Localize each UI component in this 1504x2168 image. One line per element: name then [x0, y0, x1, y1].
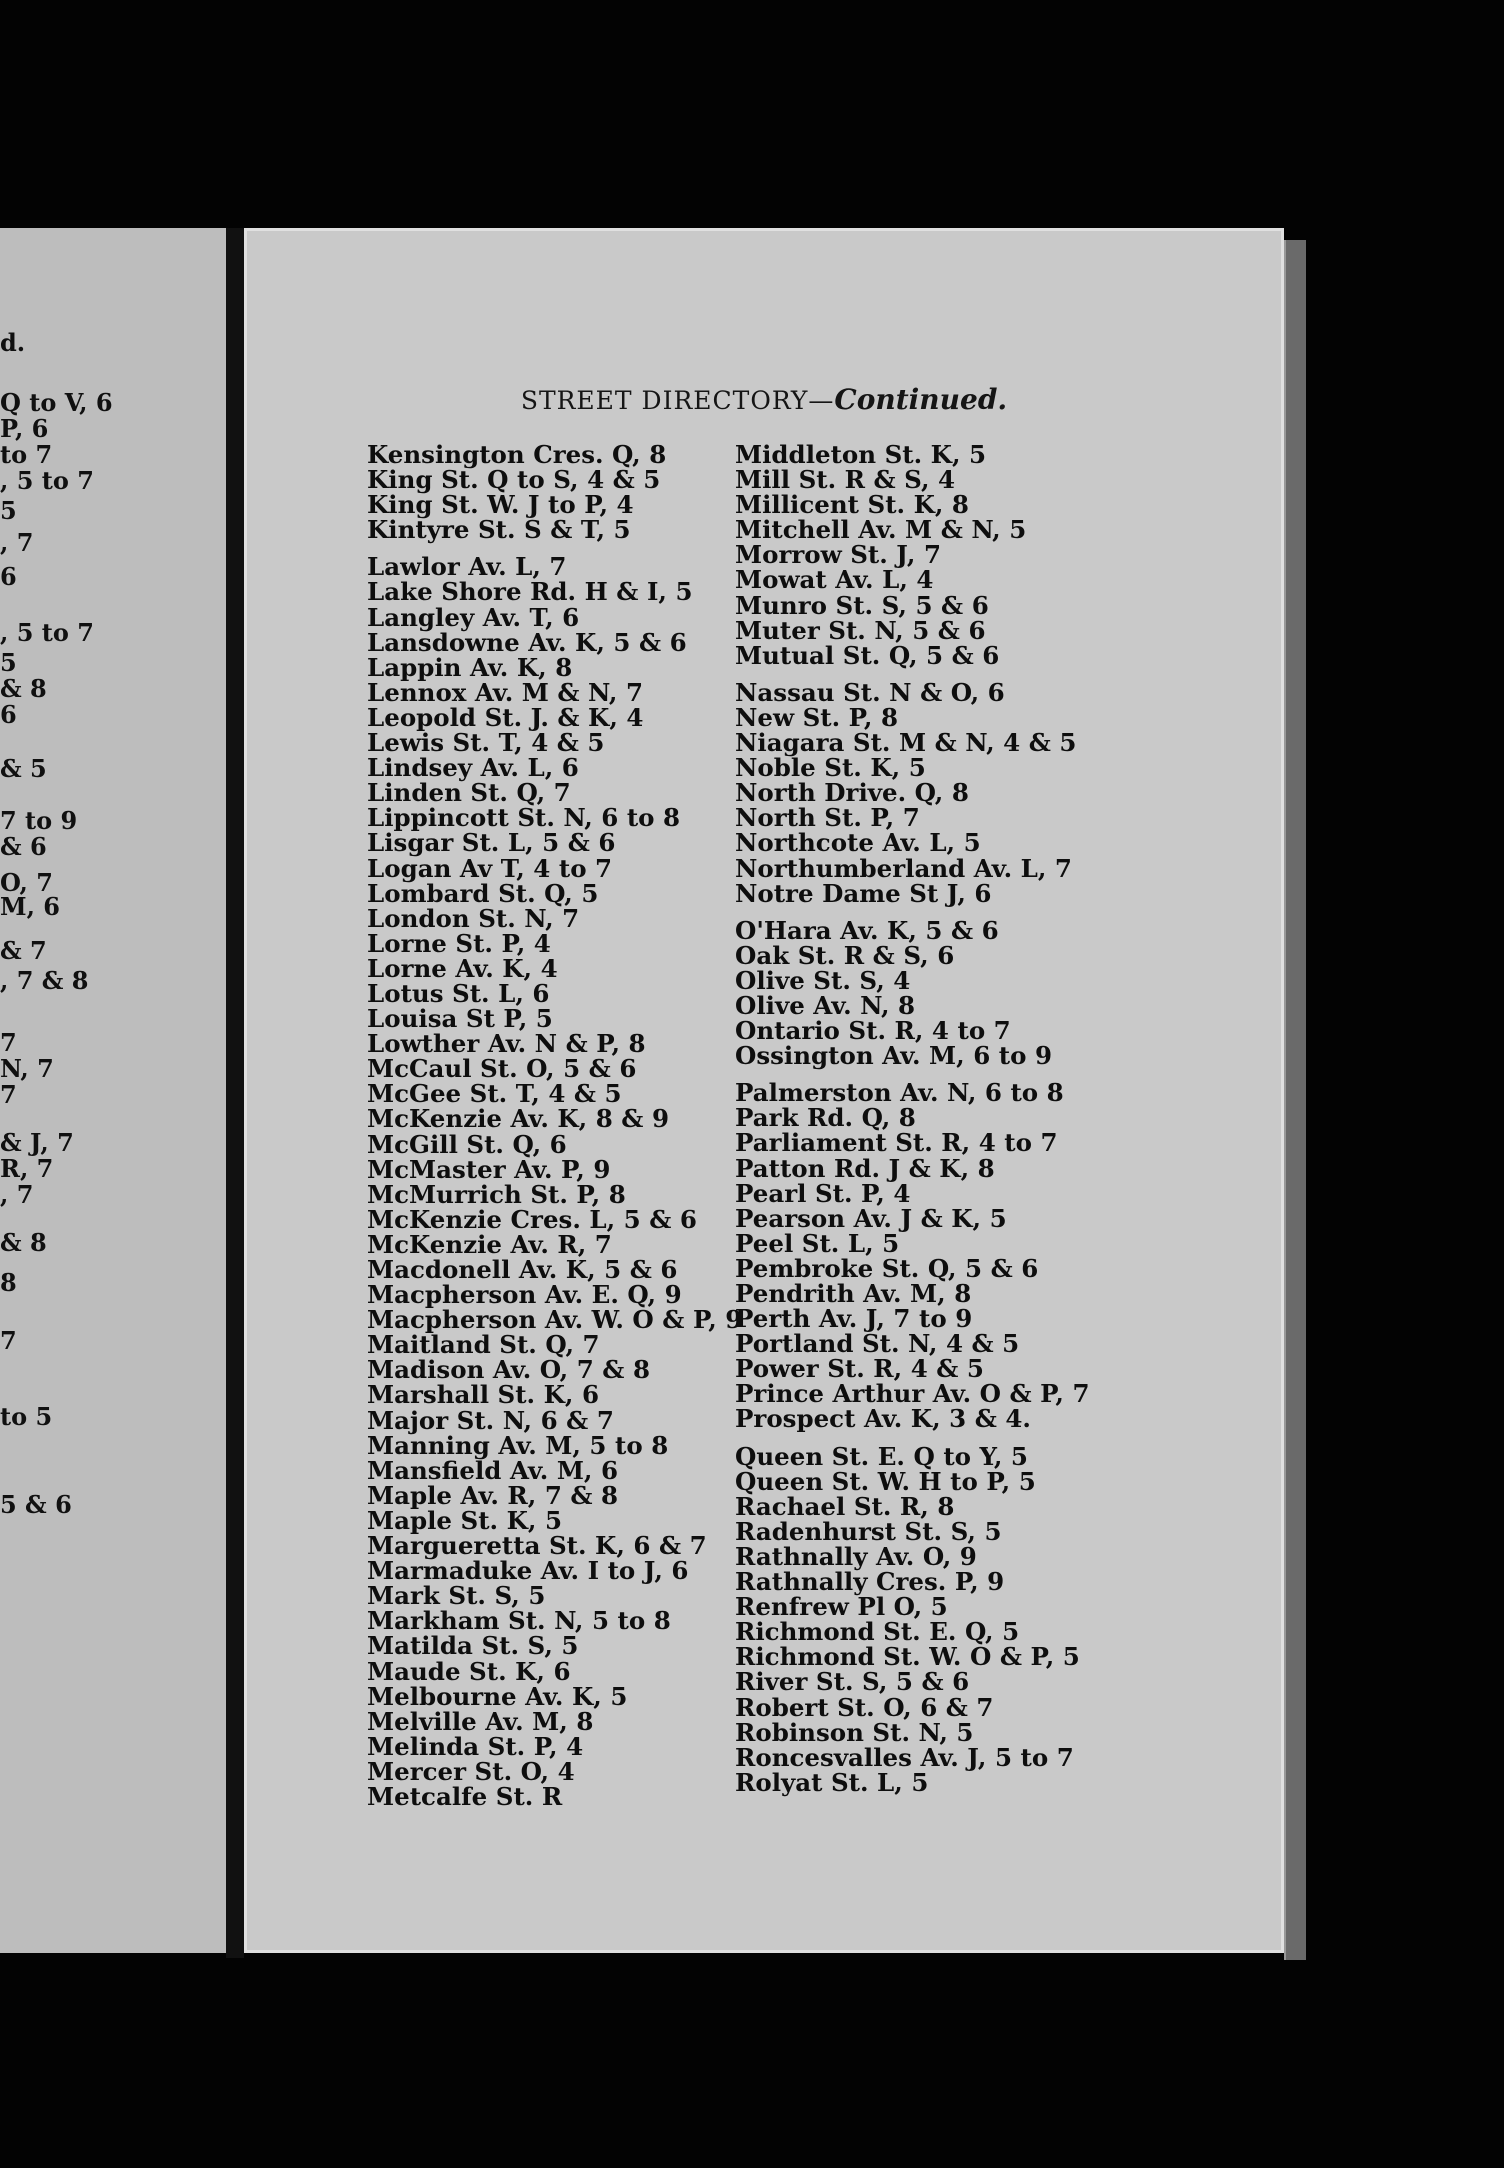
directory-entry: McMaster Av. P, 9 [367, 1154, 611, 1184]
directory-entry: Maude St. K, 6 [367, 1656, 571, 1686]
left-page-fragment: N, 7 [0, 1054, 54, 1083]
left-page-fragment: , 7 & 8 [0, 966, 89, 995]
left-page-fragment: O, 7 [0, 868, 53, 897]
left-page-fragment: d. [0, 328, 26, 357]
directory-entry: Major St. N, 6 & 7 [367, 1405, 614, 1435]
left-page-fragment: & 8 [0, 674, 47, 703]
directory-entry: Lorne Av. K, 4 [367, 953, 558, 983]
left-page-fragment: 7 [0, 1326, 17, 1355]
directory-entry: Rathnally Cres. P, 9 [735, 1567, 1005, 1597]
page-header [247, 383, 1281, 416]
directory-entry: Morrow St. J, 7 [735, 540, 942, 570]
directory-entry: Lindsey Av. L, 6 [367, 753, 579, 783]
directory-entry: Mowat Av. L, 4 [735, 565, 934, 595]
directory-entry: Olive Av. N, 8 [735, 990, 916, 1020]
directory-entry: McCaul St. O, 5 & 6 [367, 1054, 637, 1084]
left-page-fragment: P, 6 [0, 414, 49, 443]
directory-column-left [367, 442, 742, 1809]
directory-entry: Maple Av. R, 7 & 8 [367, 1480, 619, 1510]
directory-entry: Leopold St. J. & K, 4 [367, 702, 644, 732]
directory-entry: Lewis St. T, 4 & 5 [367, 728, 605, 758]
directory-entry: McKenzie Cres. L, 5 & 6 [367, 1204, 697, 1234]
directory-entry: Melbourne Av. K, 5 [367, 1681, 628, 1711]
directory-entry: Prospect Av. K, 3 & 4. [735, 1404, 1031, 1434]
left-page-fragment: to 7 [0, 440, 53, 469]
directory-entry: North Drive. Q, 8 [735, 778, 969, 808]
directory-entry: Mutual St. Q, 5 & 6 [735, 640, 1000, 670]
left-page-fragment: 7 [0, 1080, 17, 1109]
page-edge [1284, 240, 1306, 1960]
directory-entry: Madison Av. O, 7 & 8 [367, 1355, 650, 1385]
directory-entry: King St. W. J to P, 4 [367, 490, 634, 520]
directory-entry: Melville Av. M, 8 [367, 1706, 594, 1736]
directory-entry: Matilda St. S, 5 [367, 1631, 579, 1661]
directory-entry: Mark St. S, 5 [367, 1581, 546, 1611]
directory-entry: Renfrew Pl O, 5 [735, 1592, 948, 1622]
directory-entry: Patton Rd. J & K, 8 [735, 1153, 995, 1183]
left-page-fragment: to 5 [0, 1402, 53, 1431]
left-page-fragment: & 7 [0, 936, 47, 965]
directory-entry: Mitchell Av. M & N, 5 [735, 515, 1027, 545]
left-page-fragment: M, 6 [0, 892, 60, 921]
book-spine [226, 228, 244, 1958]
directory-entry: Macdonell Av. K, 5 & 6 [367, 1255, 678, 1284]
directory-entry: Portland St. N, 4 & 5 [735, 1329, 1020, 1359]
directory-entry: Lippincott St. N, 6 to 8 [367, 803, 681, 833]
left-page-fragment: R, 7 [0, 1154, 54, 1183]
directory-entry: Pearson Av. J & K, 5 [735, 1203, 1007, 1233]
directory-entry: Louisa St P, 5 [367, 1004, 553, 1034]
left-page-fragment: 7 to 9 [0, 806, 78, 835]
directory-entry: Radenhurst St. S, 5 [735, 1516, 1002, 1546]
directory-entry: Manning Av. M, 5 to 8 [367, 1430, 669, 1460]
directory-entry: New St. P, 8 [735, 702, 899, 732]
left-page-fragment: & 8 [0, 1228, 47, 1257]
directory-entry: Nassau St. N & O, 6 [735, 677, 1005, 707]
directory-entry: Lappin Av. K, 8 [367, 652, 573, 682]
directory-entry: McKenzie Av. K, 8 & 9 [367, 1104, 670, 1134]
left-page-fragment: , 7 [0, 528, 34, 557]
left-page-fragment: , 5 to 7 [0, 618, 94, 647]
directory-entry: Marmaduke Av. I to J, 6 [367, 1556, 689, 1586]
directory-entry: Northcote Av. L, 5 [735, 828, 981, 858]
directory-entry: Rolyat St. L, 5 [735, 1767, 929, 1797]
directory-entry: Lowther Av. N & P, 8 [367, 1029, 646, 1059]
directory-entry: King St. Q to S, 4 & 5 [367, 465, 661, 495]
directory-entry: Olive St. S, 4 [735, 965, 911, 995]
directory-entry: Queen St. E. Q to Y, 5 [735, 1441, 1028, 1471]
left-page-fragment: & 5 [0, 754, 47, 783]
directory-entry: Munro St. S, 5 & 6 [735, 590, 989, 620]
directory-entry: Lotus St. L, 6 [367, 978, 550, 1008]
directory-entry: Maitland St. Q, 7 [367, 1330, 600, 1360]
directory-entry: Perth Av. J, 7 to 9 [735, 1304, 973, 1334]
directory-entry: Richmond St. W. O & P, 5 [735, 1642, 1080, 1672]
left-page-fragment: 8 [0, 1268, 17, 1297]
directory-entry: Palmerston Av. N, 6 to 8 [735, 1078, 1064, 1108]
directory-entry: Kensington Cres. Q, 8 [367, 440, 667, 469]
directory-entry: Pendrith Av. M, 8 [735, 1279, 972, 1308]
directory-entry: Robert St. O, 6 & 7 [735, 1692, 994, 1722]
directory-entry: Millicent St. K, 8 [735, 490, 969, 520]
left-page-fragment: Q to V, 6 [0, 388, 113, 417]
directory-entry: Middleton St. K, 5 [735, 440, 987, 469]
directory-entry: Richmond St. E. Q, 5 [735, 1617, 1020, 1647]
left-page-fragment: , 7 [0, 1180, 34, 1209]
directory-entry: Maple St. K, 5 [367, 1505, 563, 1535]
directory-entry: Langley Av. T, 6 [367, 602, 580, 632]
left-page-fragment: 6 [0, 562, 17, 591]
directory-entry: Mercer St. O, 4 [367, 1756, 575, 1786]
directory-entry: McGill St. Q, 6 [367, 1129, 567, 1159]
directory-entry: Linden St. Q, 7 [367, 778, 571, 808]
directory-entry: Northumberland Av. L, 7 [735, 853, 1072, 883]
directory-entry: Pembroke St. Q, 5 & 6 [735, 1253, 1039, 1283]
left-page [0, 228, 230, 1953]
header-subtitle: Continued. [834, 383, 1008, 416]
directory-entry: London St. N, 7 [367, 903, 580, 933]
directory-entry: Pearl St. P, 4 [735, 1178, 911, 1208]
left-page-fragment: & 6 [0, 832, 47, 861]
left-page-fragment: 6 [0, 700, 17, 729]
left-page-fragment: 5 [0, 648, 17, 677]
directory-entry: Lisgar St. L, 5 & 6 [367, 828, 616, 858]
directory-entry: Macpherson Av. E. Q, 9 [367, 1280, 682, 1310]
directory-entry: Prince Arthur Av. O & P, 7 [735, 1379, 1090, 1409]
directory-entry: Marshall St. K, 6 [367, 1380, 599, 1410]
directory-entry: Muter St. N, 5 & 6 [735, 615, 986, 645]
directory-entry: Noble St. K, 5 [735, 753, 926, 783]
directory-entry: Metcalfe St. R [367, 1781, 563, 1811]
left-page-fragment: 7 [0, 1028, 17, 1057]
directory-entry: Lansdowne Av. K, 5 & 6 [367, 627, 687, 657]
directory-entry: Ossington Av. M, 6 to 9 [735, 1041, 1053, 1071]
directory-entry: McMurrich St. P, 8 [367, 1179, 626, 1209]
directory-entry: Peel St. L, 5 [735, 1228, 900, 1258]
directory-entry: Margueretta St. K, 6 & 7 [367, 1531, 707, 1561]
left-page-fragment: , 5 to 7 [0, 466, 94, 495]
directory-entry: Park Rd. Q, 8 [735, 1103, 916, 1133]
directory-entry: Mansfield Av. M, 6 [367, 1455, 619, 1485]
left-page-fragment: 5 [0, 496, 17, 525]
directory-entry: Oak St. R & S, 6 [735, 940, 955, 970]
directory-entry: River St. S, 5 & 6 [735, 1667, 970, 1697]
directory-entry: Lawlor Av. L, 7 [367, 552, 567, 582]
directory-entry: Power St. R, 4 & 5 [735, 1354, 984, 1384]
left-page-fragment: & J, 7 [0, 1128, 74, 1157]
directory-entry: O'Hara Av. K, 5 & 6 [735, 915, 999, 945]
directory-entry: Lorne St. P, 4 [367, 928, 551, 958]
header-title: STREET DIRECTORY— [520, 386, 835, 415]
directory-entry: Ontario St. R, 4 to 7 [735, 1016, 1011, 1046]
directory-entry: Rachael St. R, 8 [735, 1491, 955, 1521]
directory-entry: Kintyre St. S & T, 5 [367, 515, 631, 545]
directory-entry: Rathnally Av. O, 9 [735, 1541, 977, 1571]
directory-entry: Lake Shore Rd. H & I, 5 [367, 577, 693, 607]
directory-entry: Melinda St. P, 4 [367, 1731, 584, 1761]
directory-entry: Notre Dame St J, 6 [735, 878, 992, 908]
directory-entry: Niagara St. M & N, 4 & 5 [735, 728, 1077, 758]
left-page-fragment: 5 & 6 [0, 1490, 72, 1519]
directory-entry: Mill St. R & S, 4 [735, 465, 956, 495]
directory-entry: Parliament St. R, 4 to 7 [735, 1128, 1058, 1158]
directory-entry: McKenzie Av. R, 7 [367, 1229, 612, 1259]
right-page [244, 228, 1284, 1953]
directory-entry: Macpherson Av. W. O & P, 9 [367, 1305, 743, 1335]
directory-entry: North St. P, 7 [735, 803, 920, 833]
directory-entry: Lennox Av. M & N, 7 [367, 677, 643, 707]
directory-entry: Markham St. N, 5 to 8 [367, 1606, 671, 1636]
directory-entry: Roncesvalles Av. J, 5 to 7 [735, 1742, 1074, 1772]
directory-entry: McGee St. T, 4 & 5 [367, 1079, 622, 1109]
directory-entry: Logan Av T, 4 to 7 [367, 853, 613, 883]
directory-entry: Robinson St. N, 5 [735, 1717, 974, 1747]
directory-entry: Queen St. W. H to P, 5 [735, 1466, 1036, 1496]
directory-column-right [735, 442, 1090, 1795]
directory-entry: Lombard St. Q, 5 [367, 878, 599, 908]
